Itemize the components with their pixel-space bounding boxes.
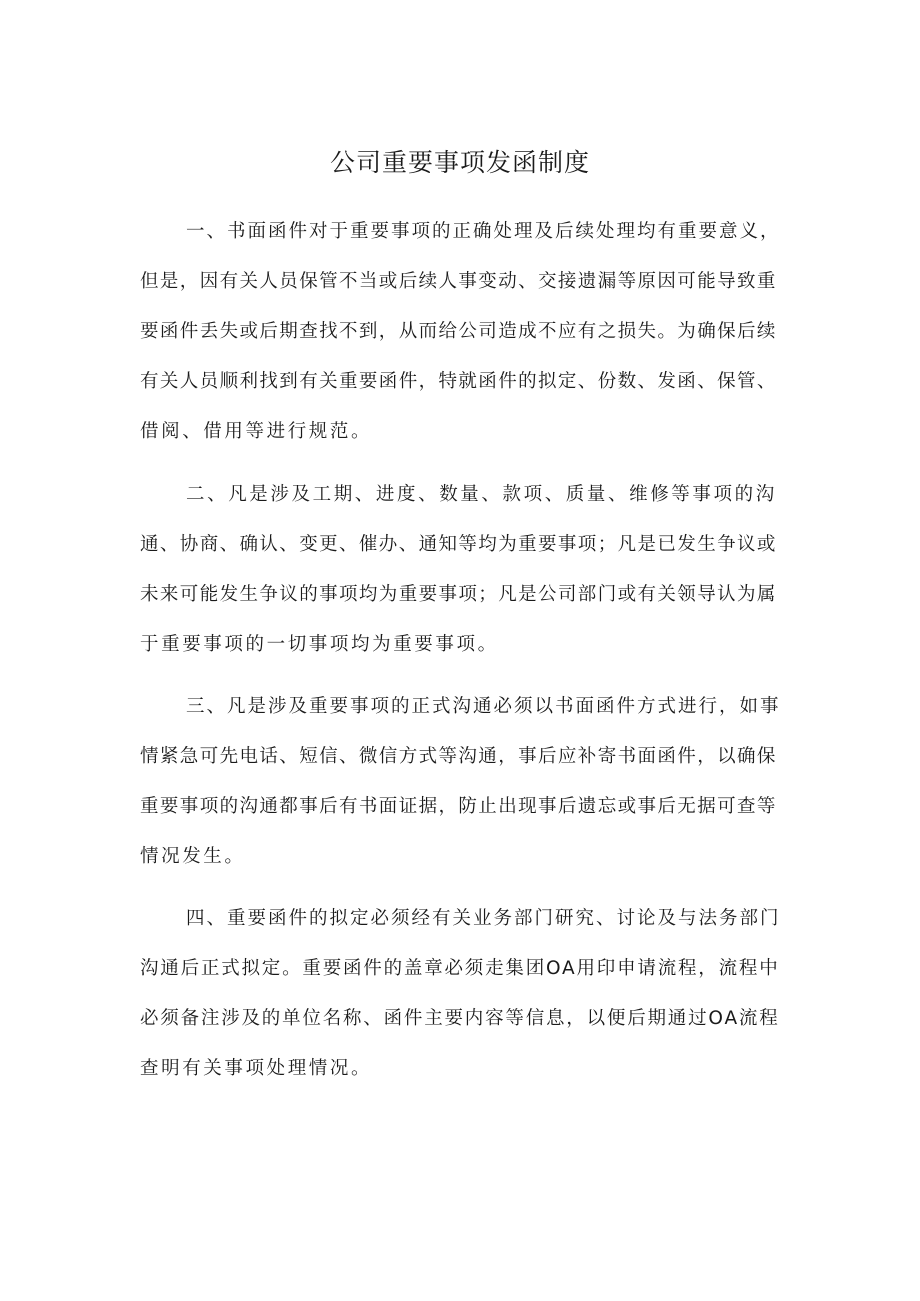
paragraph-line: 借阅、借用等进行规范。	[140, 421, 373, 442]
section-2-paragraph	[140, 479, 782, 679]
section-4-paragraph	[140, 903, 782, 1103]
paragraph-line: 重要事项的沟通都事后有书面证据，防止出现事后遗忘或事后无据可查等	[140, 796, 777, 817]
paragraph-line: 二、凡是涉及工期、进度、数量、款项、质量、维修等事项的沟	[186, 484, 777, 505]
document-title: 公司重要事项发函制度	[329, 148, 590, 177]
paragraph-line: 未来可能发生争议的事项均为重要事项；凡是公司部门或有关领导认为属	[140, 584, 777, 605]
paragraph-line: 三、凡是涉及重要事项的正式沟通必须以书面函件方式进行，如事	[186, 696, 781, 717]
paragraph-line: 通、协商、确认、变更、催办、通知等均为重要事项；凡是已发生争议或	[140, 534, 777, 555]
paragraph-line: 一、书面函件对于重要事项的正确处理及后续处理均有重要意义，	[186, 221, 781, 242]
paragraph-line: 要函件丢失或后期查找不到，从而给公司造成不应有之损失。为确保后续	[140, 321, 777, 342]
paragraph-line: 情况发生。	[140, 846, 246, 867]
paragraph-line: 沟通后正式拟定。重要函件的盖章必须走集团OA用印申请流程，流程中	[140, 958, 780, 979]
paragraph-line: 查明有关事项处理情况。	[140, 1058, 373, 1079]
paragraph-line: 于重要事项的一切事项均为重要事项。	[140, 634, 499, 655]
section-1-paragraph	[140, 216, 782, 466]
paragraph-line: 有关人员顺利找到有关重要函件，特就函件的拟定、份数、发函、保管、	[140, 371, 777, 392]
paragraph-line: 情紧急可先电话、短信、微信方式等沟通，事后应补寄书面函件，以确保	[140, 746, 777, 767]
paragraph-line: 但是，因有关人员保管不当或后续人事变动、交接遗漏等原因可能导致重	[140, 271, 777, 292]
paragraph-line: 四、重要函件的拟定必须经有关业务部门研究、讨论及与法务部门	[186, 908, 781, 929]
section-3-paragraph	[140, 691, 782, 891]
paragraph-line: 必须备注涉及的单位名称、函件主要内容等信息，以便后期通过OA流程	[140, 1008, 780, 1029]
